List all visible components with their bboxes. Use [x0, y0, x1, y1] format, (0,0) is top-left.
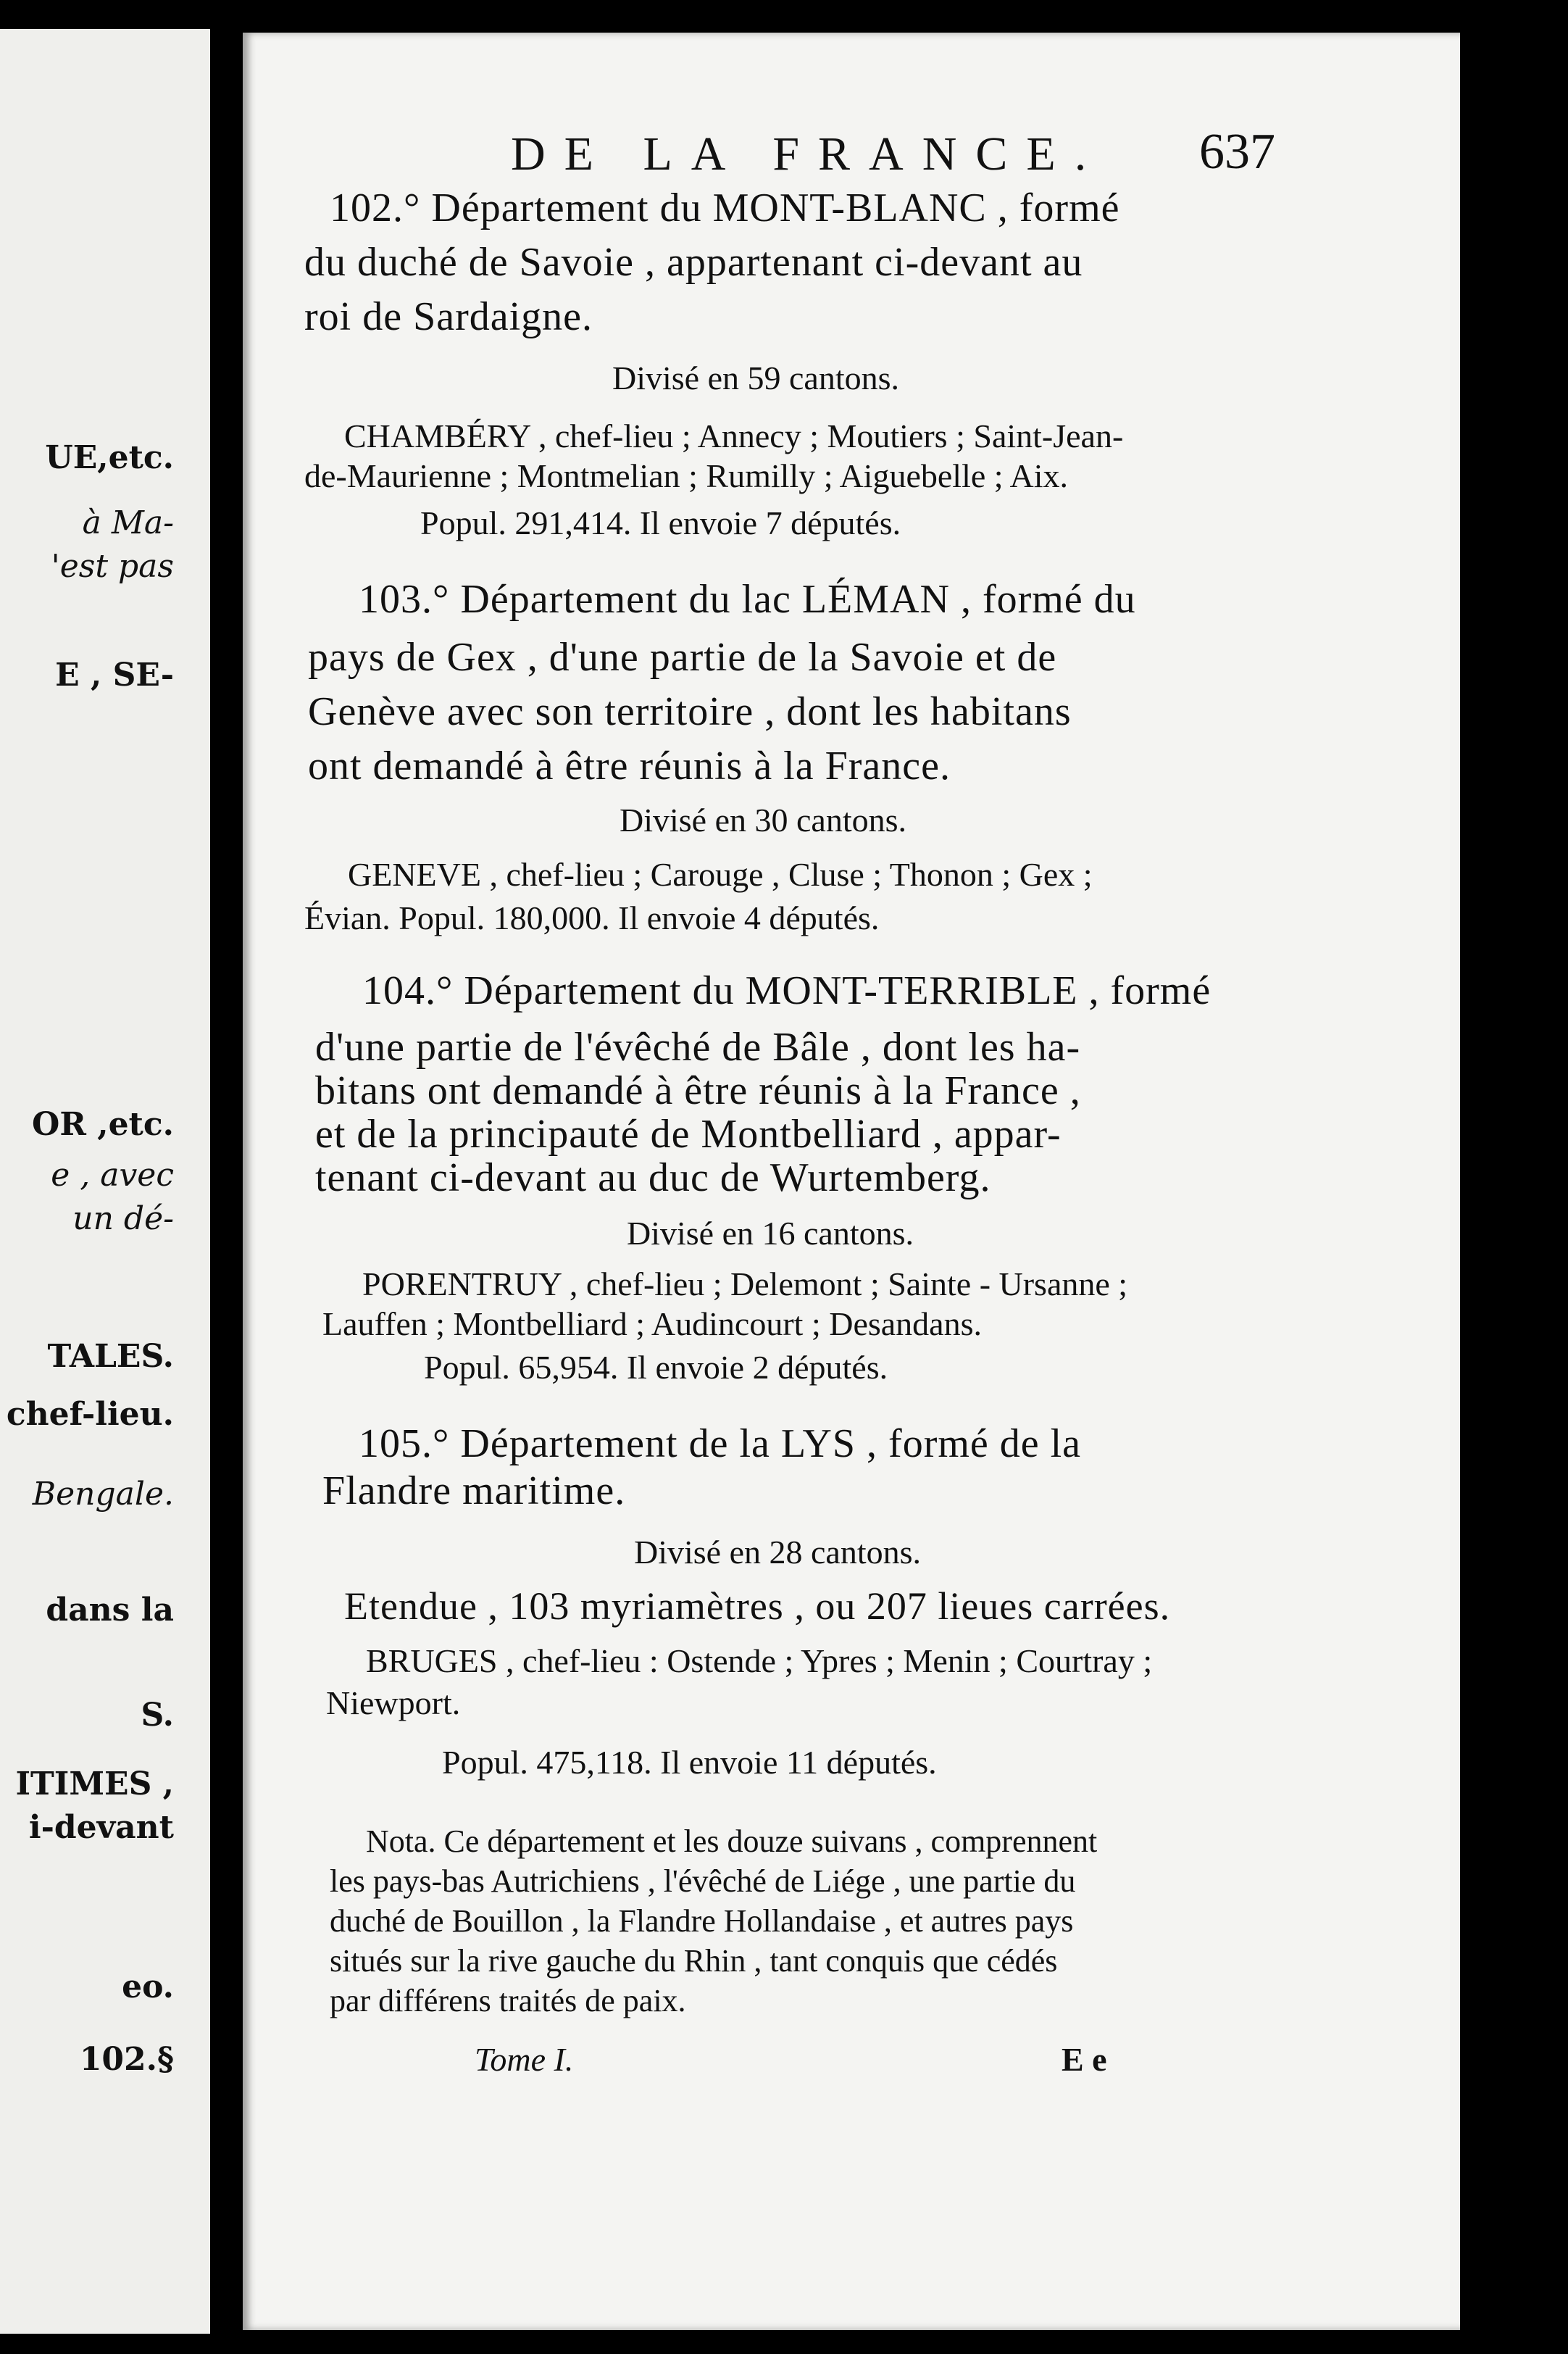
nota-line-4: situés sur la rive gauche du Rhin , tant conquis que cédés [330, 1943, 1058, 1979]
dept-102-cantons: Divisé en 59 cantons. [612, 359, 900, 396]
dept-103-heading-line-2: pays de Gex , d'une partie de la Savoie et de [308, 635, 1057, 680]
left-page-fragment-line: à Ma- [82, 504, 174, 541]
left-page-fragment-line: i-devant [28, 1809, 174, 1846]
dept-103-heading-line-4: ont demandé à être réunis à la France. [308, 744, 951, 789]
dept-103-heading-line-1: 103.° Département du lac LÉMAN , formé du [359, 577, 1136, 622]
left-page-fragment-line: eo. [122, 1968, 174, 2005]
dept-102-heading-line-1: 102.° Département du MONT-BLANC , formé [330, 186, 1120, 230]
volume-signature: Tome I. [475, 2041, 574, 2078]
nota-line-3: duché de Bouillon , la Flandre Hollandaise , et autres pays [330, 1903, 1074, 1939]
dept-104-heading-line-1: 104.° Département du MONT-TERRIBLE , formé [362, 968, 1212, 1013]
dept-105-population: Popul. 475,118. Il envoie 11 députés. [442, 1744, 937, 1781]
left-page-fragment-line: dans la [46, 1592, 174, 1629]
left-page-fragment-line: 102.§ [79, 2041, 174, 2078]
dept-104-heading-line-5: tenant ci-devant au duc de Wurtemberg. [315, 1155, 991, 1200]
dept-104-cantons: Divisé en 16 cantons. [627, 1215, 914, 1252]
left-page-fragment-line: 'est pas [51, 548, 174, 585]
nota-line-5: par différens traités de paix. [330, 1983, 686, 2018]
left-page-fragment-line: un dé- [72, 1200, 174, 1237]
nota-line-1: Nota. Ce département et les douze suivans , comprennent [366, 1823, 1098, 1859]
dept-105-heading-line-2: Flandre maritime. [322, 1468, 626, 1513]
left-page-fragment-line: OR ,etc. [32, 1106, 174, 1143]
running-title: DE LA FRANCE. [511, 128, 1106, 180]
dept-103-heading-line-3: Genève avec son territoire , dont les habitans [308, 689, 1072, 734]
left-page-fragment [0, 29, 210, 2334]
dept-104-heading-line-3: bitans ont demandé à être réunis à la France , [315, 1068, 1081, 1113]
left-page-fragment-line: ITIMES , [15, 1766, 174, 1802]
dept-104-heading-line-2: d'une partie de l'évêché de Bâle , dont les ha- [315, 1025, 1081, 1070]
dept-103-cantons: Divisé en 30 cantons. [620, 802, 907, 839]
nota-line-2: les pays-bas Autrichiens , l'évêché de Liége , une partie du [330, 1863, 1076, 1899]
dept-104-places-line-2: Lauffen ; Montbelliard ; Audincourt ; Desandans. [322, 1305, 983, 1342]
dept-104-places-line-1: PORENTRUY , chef-lieu ; Delemont ; Sainte - Ursanne ; [362, 1265, 1128, 1302]
dept-102-heading-line-2: du duché de Savoie , appartenant ci-devant au [304, 240, 1083, 285]
book-gutter [210, 0, 243, 2354]
page-number: 637 [1199, 124, 1275, 180]
dept-103-places-line-2: Évian. Popul. 180,000. Il envoie 4 députés. [304, 899, 880, 936]
dept-105-cantons: Divisé en 28 cantons. [634, 1534, 922, 1571]
left-page-fragment-line: S. [141, 1697, 174, 1734]
dept-102-places-line-1: CHAMBÉRY , chef-lieu ; Annecy ; Moutiers ; Saint-Jean- [344, 417, 1124, 454]
left-page-fragment-line: UE,etc. [45, 439, 174, 476]
left-page-fragment-line: chef-lieu. [6, 1396, 174, 1433]
right-page [243, 33, 1460, 2330]
dept-105-heading-line-1: 105.° Département de la LYS , formé de la [359, 1421, 1082, 1466]
dept-105-places-line-1: BRUGES , chef-lieu : Ostende ; Ypres ; Menin ; Courtray ; [366, 1642, 1153, 1679]
dept-104-population: Popul. 65,954. Il envoie 2 députés. [424, 1349, 888, 1386]
left-page-fragment-line: e , avec [51, 1157, 174, 1194]
left-page-fragment-line: TALES. [47, 1338, 174, 1375]
dept-104-heading-line-4: et de la principauté de Montbelliard , appar- [315, 1112, 1062, 1157]
left-page-fragment-line: Bengale. [32, 1476, 174, 1513]
dept-105-extent: Etendue , 103 myriamètres , ou 207 lieues carrées. [344, 1584, 1171, 1628]
dept-102-population: Popul. 291,414. Il envoie 7 députés. [420, 504, 901, 541]
left-page-fragment-line: E , SE- [55, 657, 174, 694]
sheet-signature: E e [1062, 2041, 1107, 2078]
dept-105-places-line-2: Niewport. [326, 1684, 461, 1721]
dept-102-heading-line-3: roi de Sardaigne. [304, 294, 593, 339]
dept-103-places-line-1: GENEVE , chef-lieu ; Carouge , Cluse ; Thonon ; Gex ; [348, 856, 1093, 893]
dept-102-places-line-2: de-Maurienne ; Montmelian ; Rumilly ; Aiguebelle ; Aix. [304, 457, 1069, 494]
